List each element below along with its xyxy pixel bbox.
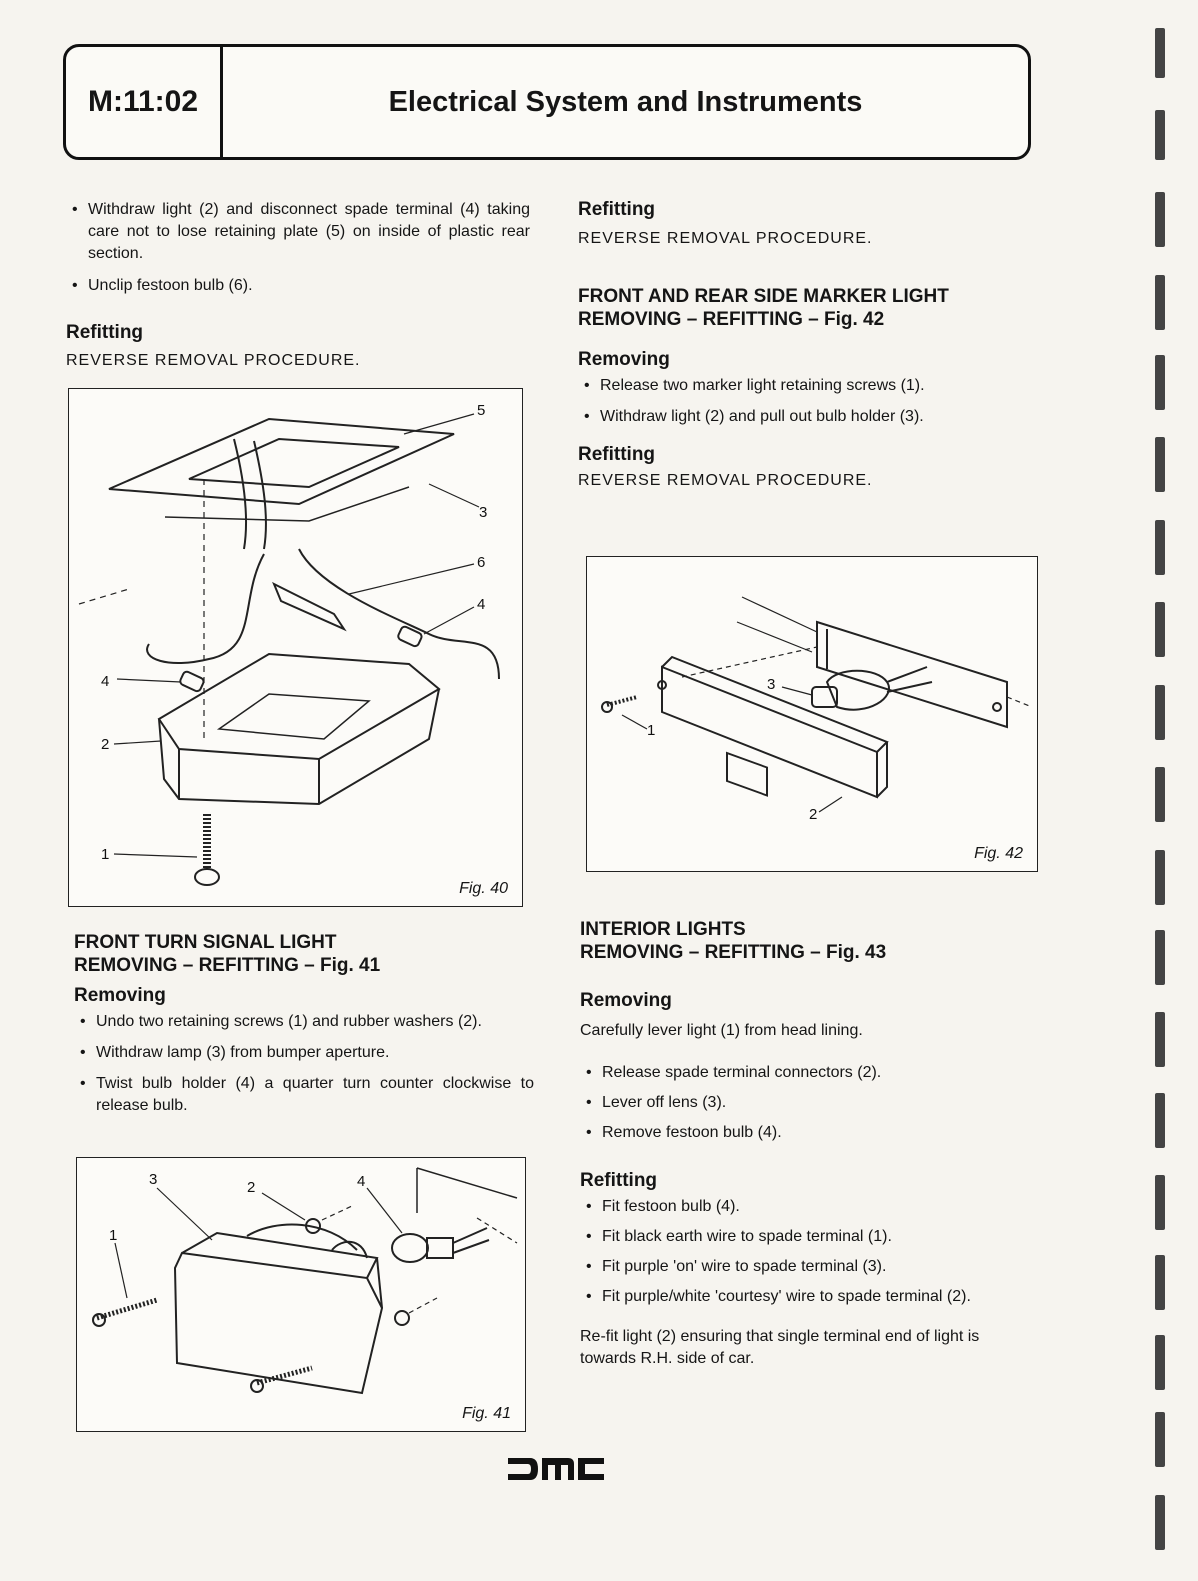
interior-refitting-heading: Refitting xyxy=(580,1170,658,1191)
fig41-caption: Fig. 41 xyxy=(462,1405,511,1422)
figure-40 xyxy=(68,388,523,907)
fig40-label-3: 3 xyxy=(479,504,488,521)
interior-refit-bullet-4: • Fit purple/white 'courtesy' wire to spade terminal (2). xyxy=(580,1286,1038,1308)
page-header xyxy=(63,44,1031,160)
fig42-label-3: 3 xyxy=(767,676,776,693)
turn-signal-bullet-1: • Undo two retaining screws (1) and rubber washers (2). xyxy=(74,1011,534,1033)
bullet-unclip-bulb: • Unclip festoon bulb (6). xyxy=(66,275,530,297)
fig40-label-5: 5 xyxy=(477,402,486,419)
binder-mark xyxy=(1155,110,1165,160)
interior-heading-2: REMOVING – REFITTING – Fig. 43 xyxy=(580,942,887,963)
turn-signal-bullet-2: • Withdraw lamp (3) from bumper aperture. xyxy=(74,1042,534,1064)
fig40-label-6: 6 xyxy=(477,554,486,571)
side-marker-removing-heading: Removing xyxy=(578,349,670,370)
side-marker-refitting-text: REVERSE REMOVAL PROCEDURE. xyxy=(578,472,873,489)
binder-mark xyxy=(1155,28,1165,78)
festoon-bulb xyxy=(274,584,344,629)
fig40-label-4a: 4 xyxy=(477,596,486,613)
interior-refit-bullet-3: • Fit purple 'on' wire to spade terminal (3). xyxy=(580,1256,1038,1278)
binder-mark xyxy=(1155,1412,1165,1467)
fig42-label-1: 1 xyxy=(647,722,656,739)
interior-refit-bullet-2: • Fit black earth wire to spade terminal (1). xyxy=(580,1226,1038,1248)
binder-mark xyxy=(1155,275,1165,330)
binder-mark xyxy=(1155,1012,1165,1067)
turn-signal-bullet-3: • Twist bulb holder (4) a quarter turn counter clockwise to release bulb. xyxy=(74,1073,534,1117)
binder-mark xyxy=(1155,930,1165,985)
refitting-heading-1: Refitting xyxy=(66,322,144,343)
fig41-label-3: 3 xyxy=(149,1171,158,1188)
binder-mark xyxy=(1155,767,1165,822)
turn-signal-heading-1: FRONT TURN SIGNAL LIGHT xyxy=(74,932,337,953)
binder-mark xyxy=(1155,1093,1165,1148)
turn-signal-heading-2: REMOVING – REFITTING – Fig. 41 xyxy=(74,955,381,976)
fig42-drawing xyxy=(587,557,1039,873)
binder-mark xyxy=(1155,1495,1165,1550)
section-code: M:11:02 xyxy=(66,47,223,157)
interior-removing-bullet-1: • Release spade terminal connectors (2). xyxy=(580,1062,1038,1084)
binder-mark xyxy=(1155,1255,1165,1310)
bulb xyxy=(392,1234,428,1262)
gasket-plate xyxy=(109,419,454,504)
dmc-logo xyxy=(508,1456,604,1482)
fig40-caption: Fig. 40 xyxy=(459,880,508,897)
side-marker-refitting-heading: Refitting xyxy=(578,444,656,465)
gasket-opening xyxy=(189,439,399,487)
turn-signal-removing-heading: Removing xyxy=(74,985,166,1006)
turn-signal-section xyxy=(74,931,534,1117)
binder-mark xyxy=(1155,520,1165,575)
binder-mark xyxy=(1155,1335,1165,1390)
side-marker-heading-2: REMOVING – REFITTING – Fig. 42 xyxy=(578,309,885,330)
fig41-label-2: 2 xyxy=(247,1179,256,1196)
interior-removing-bullet-3: • Remove festoon bulb (4). xyxy=(580,1122,1038,1144)
interior-refit-note: Re-fit light (2) ensuring that single terminal end of light is towards R.H. side of car. xyxy=(580,1328,980,1367)
lamp-top xyxy=(159,654,439,759)
side-marker-bullet-1: • Release two marker light retaining screws (1). xyxy=(578,375,1038,397)
side-marker-heading-1: FRONT AND REAR SIDE MARKER LIGHT xyxy=(578,286,949,307)
binder-mark xyxy=(1155,1175,1165,1230)
fig40-drawing xyxy=(69,389,524,908)
interior-removing-bullet-2: • Lever off lens (3). xyxy=(580,1092,1038,1114)
fig41-label-1: 1 xyxy=(109,1227,118,1244)
side-marker-section xyxy=(578,285,1038,490)
refitting-heading-2: Refitting xyxy=(578,199,656,220)
fig41-label-4: 4 xyxy=(357,1173,366,1190)
interior-section xyxy=(580,918,1038,1370)
figure-42 xyxy=(586,556,1038,872)
binder-mark xyxy=(1155,685,1165,740)
left-top-section xyxy=(66,199,530,297)
binder-mark xyxy=(1155,850,1165,905)
bullet-withdraw-light: • Withdraw light (2) and disconnect spade terminal (4) taking care not to lose retaining plate (5) on inside of plastic rear section. xyxy=(66,199,530,265)
binder-mark xyxy=(1155,437,1165,492)
mounting-bracket xyxy=(817,622,1007,727)
fig40-label-4b: 4 xyxy=(101,673,110,690)
page-title: Electrical System and Instruments xyxy=(388,85,863,118)
interior-removing-heading: Removing xyxy=(580,990,672,1011)
lens-front xyxy=(175,1253,382,1393)
refitting-text-2: REVERSE REMOVAL PROCEDURE. xyxy=(578,230,873,247)
fig42-caption: Fig. 42 xyxy=(974,845,1023,862)
fig40-label-1: 1 xyxy=(101,846,110,863)
side-marker-bullet-2: • Withdraw light (2) and pull out bulb holder (3). xyxy=(578,406,1038,428)
interior-removing-text: Carefully lever light (1) from head lining. xyxy=(580,1022,863,1039)
binder-mark xyxy=(1155,355,1165,410)
interior-refit-bullet-1: • Fit festoon bulb (4). xyxy=(580,1196,1038,1218)
fig40-label-2: 2 xyxy=(101,736,110,753)
fig42-label-2: 2 xyxy=(809,806,818,823)
refitting-text-1: REVERSE REMOVAL PROCEDURE. xyxy=(66,352,361,369)
binder-mark xyxy=(1155,192,1165,247)
figure-41 xyxy=(76,1157,526,1432)
binder-mark xyxy=(1155,602,1165,657)
fig41-drawing xyxy=(77,1158,527,1433)
interior-heading-1: INTERIOR LIGHTS xyxy=(580,919,746,940)
